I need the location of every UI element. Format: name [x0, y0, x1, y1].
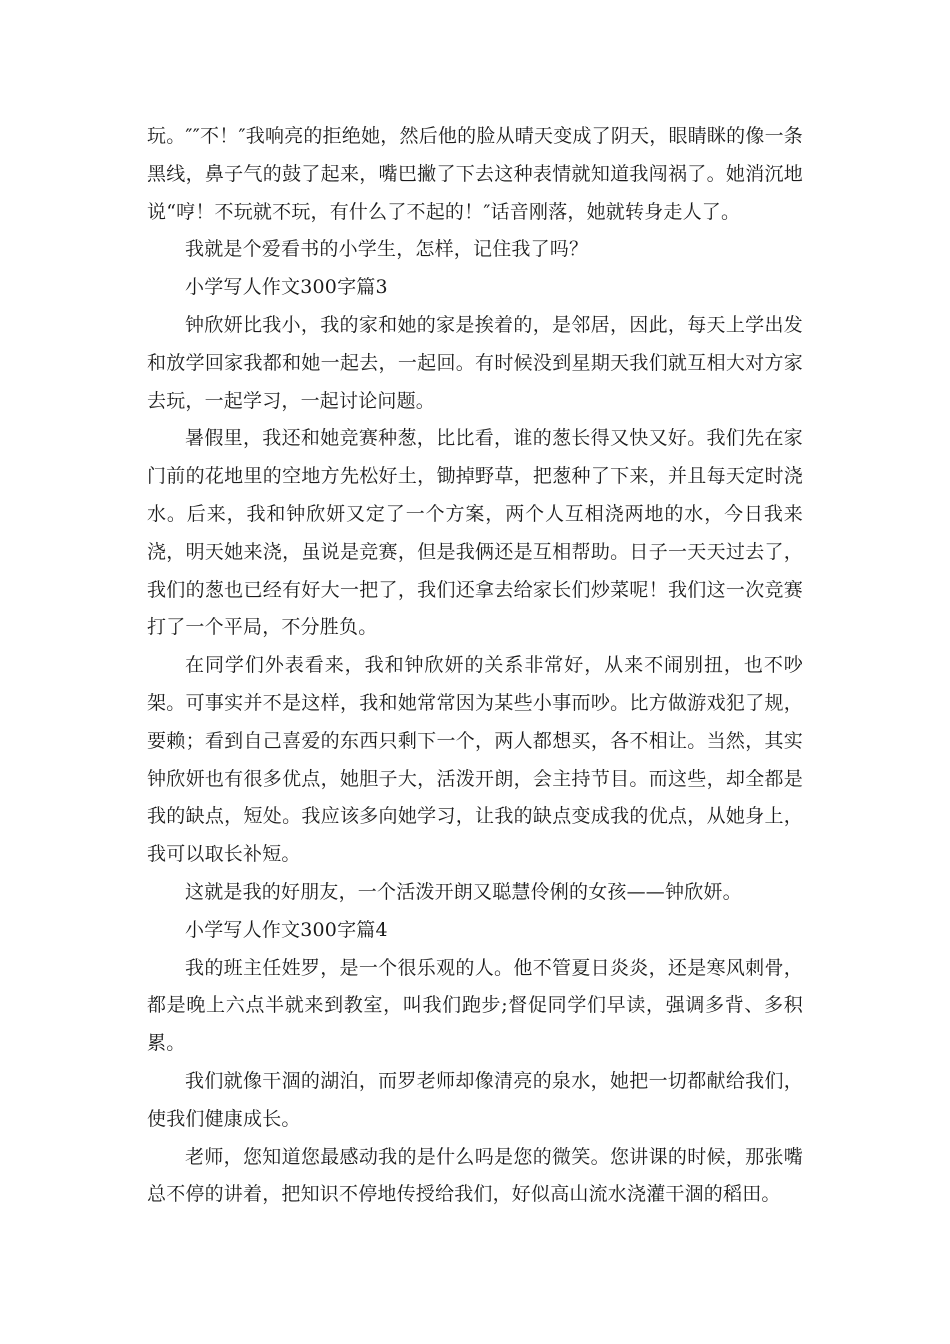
section-heading: 小学写人作文300字篇3	[185, 276, 388, 299]
paragraph: 老师，您知道您最感动我的是什么吗是您的微笑。您讲课的时候，那张嘴总不停的讲着，把知识不停地传授给我们，好似高山流水浇灌干涸的稻田。	[147, 1145, 803, 1206]
paragraph: 这就是我的好朋友，一个活泼开朗又聪慧伶俐的女孩——钟欣妍。	[185, 880, 742, 903]
paragraph: 我们就像干涸的湖泊，而罗老师却像清亮的泉水，她把一切都献给我们，使我们健康成长。	[147, 1069, 803, 1130]
section-heading: 小学写人作文300字篇4	[185, 918, 388, 941]
paragraph: 我的班主任姓罗，是一个很乐观的人。他不管夏日炎炎，还是寒风刺骨，都是晚上六点半就来到教室，叫我们跑步;督促同学们早读，强调多背、多积累。	[147, 956, 803, 1055]
paragraph: 我就是个爱看书的小学生，怎样，记住我了吗？	[185, 238, 589, 261]
paragraph: 钟欣妍比我小，我的家和她的家是挨着的，是邻居，因此，每天上学出发和放学回家我都和她一起去，一起回。有时候没到星期天我们就互相大对方家去玩，一起学习，一起讨论问题。	[147, 313, 803, 412]
paragraph: 暑假里，我还和她竞赛种葱，比比看，谁的葱长得又快又好。我们先在家门前的花地里的空地方先松好土，锄掉野草，把葱种了下来，并且每天定时浇水。后来，我和钟欣妍又定了一个方案，两个人互相浇两地的水，今日我来浇，明天她来浇，虽说是竞赛，但是我俩还是互相帮助。日子一天天过去了，我们的葱也已经有好大一把了，我们还拿去给家长们炒菜呢！我们这一次竞赛打了一个平局，不分胜负。	[147, 427, 803, 639]
paragraph: 在同学们外表看来，我和钟欣妍的关系非常好，从来不闹别扭，也不吵架。可事实并不是这样，我和她常常因为某些小事而吵。比方做游戏犯了规，要赖；看到自己喜爱的东西只剩下一个，两人都想买，各不相让。当然，其实钟欣妍也有很多优点，她胆子大，活泼开朗，会主持节目。而这些，却全都是我的缺点，短处。我应该多向她学习，让我的缺点变成我的优点，从她身上，我可以取长补短。	[147, 654, 803, 866]
document-page	[147, 118, 803, 1214]
paragraph-continued: 玩。″″不！″我响亮的拒绝她，然后他的脸从晴天变成了阴天，眼睛眯的像一条黑线，鼻子气的鼓了起来，嘴巴撇了下去这种表情就知道我闯祸了。她消沉地说“哼！不玩就不玩，有什么了不起的！″话音刚落，她就转身走人了。	[147, 125, 803, 223]
